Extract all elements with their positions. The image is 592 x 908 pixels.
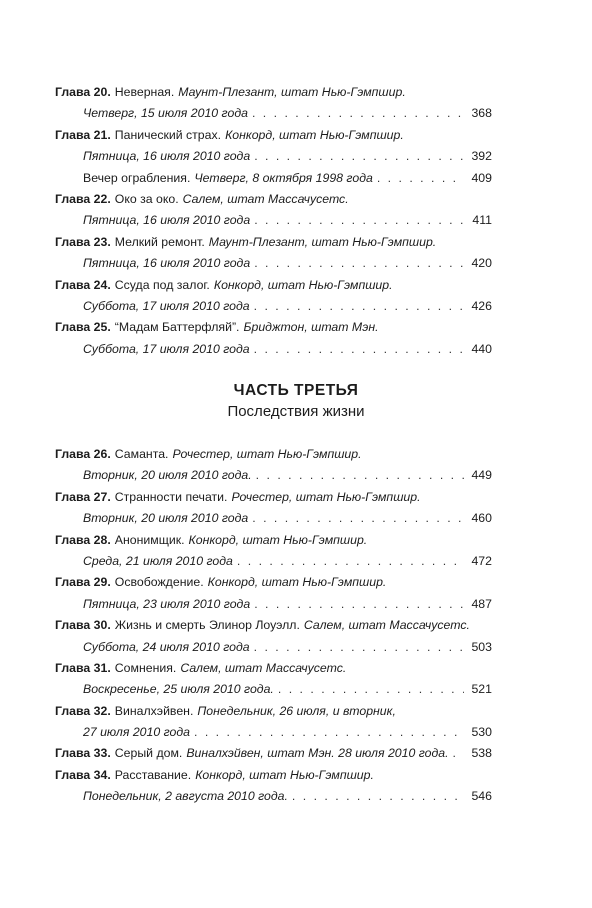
chapter-date: Вторник, 20 июля 2010 года xyxy=(83,511,249,526)
chapter-date: Вторник, 20 июля 2010 года. xyxy=(83,468,252,483)
chapter-place: Маунт-Плезант, штат Нью-Гэмпшир. xyxy=(178,85,406,99)
toc-entry xyxy=(55,235,492,278)
chapter-title: Расставание. xyxy=(114,767,192,782)
toc-entry xyxy=(55,85,492,128)
chapter-title: Мелкий ремонт. xyxy=(114,234,205,249)
page-number: 538 xyxy=(471,746,492,761)
chapter-number: Глава 21. xyxy=(55,127,111,142)
dot-leader xyxy=(254,640,464,654)
chapter-date: Суббота, 17 июля 2010 года xyxy=(83,341,250,356)
dot-leader xyxy=(194,725,464,739)
toc-line xyxy=(55,768,492,789)
chapter-number: Глава 22. xyxy=(55,191,111,206)
chapter-date: Среда, 21 июля 2010 года xyxy=(83,553,233,568)
page-number: 503 xyxy=(471,639,492,654)
toc-line xyxy=(55,106,492,127)
toc-line xyxy=(55,682,492,703)
toc-line xyxy=(55,171,492,192)
chapter-number: Глава 33. xyxy=(55,746,111,761)
toc-line xyxy=(55,278,492,299)
toc-entry xyxy=(55,618,492,661)
toc-line xyxy=(55,192,492,213)
dot-leader xyxy=(254,597,464,611)
toc-entry xyxy=(55,661,492,704)
chapter-date: Воскресенье, 25 июля 2010 года. xyxy=(83,682,274,697)
page-number: 426 xyxy=(471,298,492,313)
chapter-place: Конкорд, штат Нью-Гэмпшир. xyxy=(213,277,393,292)
toc-line xyxy=(55,256,492,277)
chapter-place: Конкорд, штат Нью-Гэмпшир. xyxy=(188,532,368,547)
chapter-date: 27 июля 2010 года xyxy=(83,725,191,740)
toc-entry xyxy=(55,192,492,235)
chapter-date: Суббота, 24 июля 2010 года xyxy=(83,639,250,654)
toc-line xyxy=(55,149,492,170)
dot-leader xyxy=(254,149,464,163)
toc-entry xyxy=(55,128,492,171)
page-number: 409 xyxy=(471,170,492,185)
chapter-title: Анонимщик. xyxy=(114,532,185,547)
toc-entry xyxy=(55,768,492,811)
chapter-place: Салем, штат Массачусетс. xyxy=(303,618,470,633)
section-title: Вечер ограбления. xyxy=(83,170,191,185)
chapter-date: Суббота, 17 июля 2010 года xyxy=(83,298,250,313)
chapter-date: Пятница, 16 июля 2010 года xyxy=(83,256,251,271)
toc-line xyxy=(55,554,492,575)
part-subtitle: Последствия жизни xyxy=(227,403,365,420)
page-number: 411 xyxy=(472,213,492,228)
toc-entry xyxy=(55,575,492,618)
toc-entry xyxy=(55,746,492,767)
toc-line xyxy=(55,490,492,511)
toc-line xyxy=(55,511,492,532)
dot-leader xyxy=(252,106,464,120)
dot-leader xyxy=(453,746,464,760)
chapter-title: Жизнь и смерть Элинор Лоуэлл. xyxy=(114,618,300,633)
chapter-title: Ссуда под залог. xyxy=(114,277,210,292)
toc-line xyxy=(55,725,492,746)
chapter-place: Конкорд, штат Нью-Гэмпшир. xyxy=(195,767,374,782)
page-number: 530 xyxy=(471,725,492,740)
toc-line xyxy=(55,342,492,363)
page-number: 420 xyxy=(471,256,492,271)
page-number: 487 xyxy=(471,596,492,611)
page-number: 368 xyxy=(471,106,492,121)
toc-entry xyxy=(55,171,492,192)
toc-line xyxy=(55,213,492,234)
chapter-number: Глава 20. xyxy=(55,85,111,99)
toc-line xyxy=(55,128,492,149)
dot-leader xyxy=(254,342,464,356)
chapter-number: Глава 26. xyxy=(55,447,111,461)
chapter-date: Пятница, 23 июля 2010 года xyxy=(83,596,251,611)
chapter-number: Глава 23. xyxy=(55,234,111,249)
chapter-number: Глава 27. xyxy=(55,489,111,504)
chapter-number: Глава 29. xyxy=(55,575,111,590)
chapter-place: Салем, штат Массачусетс. xyxy=(180,660,347,675)
toc-line xyxy=(55,299,492,320)
chapter-number: Глава 32. xyxy=(55,703,111,718)
chapter-title: Панический страх. xyxy=(114,127,222,142)
toc-line xyxy=(55,704,492,725)
page-number: 392 xyxy=(471,149,492,164)
chapter-place: Виналхэйвен, штат Мэн. 28 июля 2010 года. xyxy=(186,746,449,761)
toc-entry xyxy=(55,278,492,321)
chapter-title: Саманта. xyxy=(114,447,169,461)
dot-leader xyxy=(254,299,464,313)
page-number: 440 xyxy=(471,341,492,356)
toc-line xyxy=(55,235,492,256)
chapter-title: Освобождение. xyxy=(114,575,204,590)
chapter-number: Глава 30. xyxy=(55,618,111,633)
section-date: Четверг, 8 октября 1998 года xyxy=(194,170,373,185)
chapter-title: “Мадам Баттерфляй”. xyxy=(114,320,240,335)
chapter-number: Глава 24. xyxy=(55,277,111,292)
part-heading xyxy=(0,382,592,420)
page-number: 460 xyxy=(471,511,492,526)
chapter-place: Маунт-Плезант, штат Нью-Гэмпшир. xyxy=(208,234,437,249)
chapter-place: Салем, штат Массачусетс. xyxy=(182,191,349,206)
chapter-place: Бриджтон, штат Мэн. xyxy=(243,320,379,335)
page-number: 449 xyxy=(471,468,492,483)
toc-line xyxy=(55,618,492,639)
part-title: ЧАСТЬ ТРЕТЬЯ xyxy=(233,382,359,399)
toc-line xyxy=(55,597,492,618)
chapter-place: Понедельник, 26 июля, и вторник, xyxy=(197,703,396,718)
toc-line xyxy=(55,746,492,767)
toc-entry xyxy=(55,490,492,533)
chapter-place: Рочестер, штат Нью-Гэмпшир. xyxy=(231,489,421,504)
chapter-place: Рочестер, штат Нью-Гэмпшир. xyxy=(172,447,362,461)
toc-line xyxy=(55,661,492,682)
dot-leader xyxy=(377,171,464,185)
page-number: 546 xyxy=(471,789,492,804)
chapter-date: Пятница, 16 июля 2010 года xyxy=(83,149,251,164)
toc-entry xyxy=(55,447,492,490)
chapter-title: Око за око. xyxy=(114,191,179,206)
dot-leader xyxy=(256,468,464,482)
chapter-title: Неверная. xyxy=(114,85,175,99)
chapter-place: Конкорд, штат Нью-Гэмпшир. xyxy=(207,575,387,590)
toc-entry xyxy=(55,533,492,576)
dot-leader xyxy=(254,256,464,270)
chapter-title: Серый дом. xyxy=(114,746,183,761)
toc-line xyxy=(55,320,492,341)
chapter-number: Глава 31. xyxy=(55,660,111,675)
toc-line xyxy=(55,575,492,596)
chapter-title: Странности печати. xyxy=(114,489,228,504)
chapter-number: Глава 25. xyxy=(55,320,111,335)
chapter-place: Конкорд, штат Нью-Гэмпшир. xyxy=(225,127,404,142)
toc-line xyxy=(55,85,492,106)
dot-leader xyxy=(278,682,464,696)
toc-entry xyxy=(55,704,492,747)
toc-entry xyxy=(55,320,492,363)
page-number: 472 xyxy=(471,553,492,568)
toc-line xyxy=(55,533,492,554)
chapter-date: Четверг, 15 июля 2010 года xyxy=(83,106,248,121)
dot-leader xyxy=(292,789,464,803)
toc-line xyxy=(55,640,492,661)
toc-line xyxy=(55,447,492,468)
dot-leader xyxy=(237,554,464,568)
dot-leader xyxy=(254,213,464,227)
chapter-date: Понедельник, 2 августа 2010 года. xyxy=(83,789,288,804)
toc-line xyxy=(55,789,492,810)
chapter-date: Пятница, 16 июля 2010 года xyxy=(83,213,251,228)
toc-line xyxy=(55,468,492,489)
chapter-number: Глава 34. xyxy=(55,767,111,782)
chapter-number: Глава 28. xyxy=(55,532,111,547)
chapter-title: Виналхэйвен. xyxy=(114,703,194,718)
dot-leader xyxy=(252,511,464,525)
page-number: 521 xyxy=(471,682,492,697)
chapter-title: Сомнения. xyxy=(114,660,177,675)
